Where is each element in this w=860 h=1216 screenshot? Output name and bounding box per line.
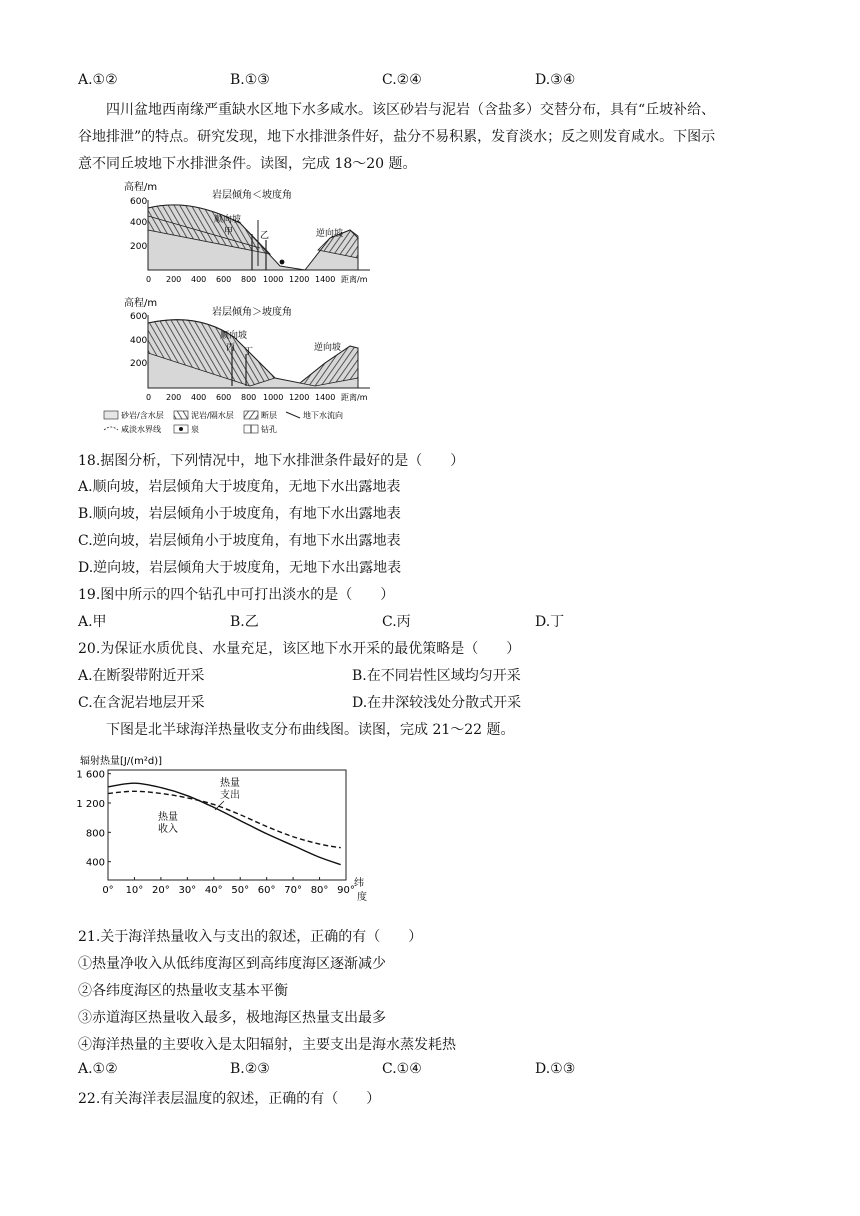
top-xtick-1000: 1000 (263, 275, 284, 284)
q21-item-2: ②各纬度海区的热量收支基本平衡 (78, 983, 288, 999)
q20-stem: 20.为保证水质优良、水量充足，该区地下水开采的最优策略是（ ） (78, 641, 521, 657)
q17-option-c: C.②④ (382, 72, 422, 88)
q18-option-d: D.逆向坡，岩层倾角大于坡度角，无地下水出露地表 (78, 560, 402, 576)
x-tick-label: 40° (204, 885, 223, 896)
bottom-xtick-200: 200 (166, 393, 182, 402)
bottom-well-d-label: 丁 (244, 347, 254, 357)
q21-option-c: C.①④ (382, 1061, 422, 1077)
top-ytick-600: 600 (130, 197, 148, 207)
bottom-xtick-1000: 1000 (263, 393, 284, 402)
top-well-a-label: 甲 (224, 227, 234, 237)
top-xticks (146, 274, 368, 284)
q19-stem: 19.图中所示的四个钻孔中可打出淡水的是（ ） (78, 587, 395, 603)
y-tick-label: 800 (85, 828, 105, 840)
legend-boundary: 咸淡水界线 (121, 425, 161, 434)
income-label-2: 收入 (158, 824, 178, 835)
q20-option-c: C.在含泥岩地层开采 (78, 695, 205, 711)
heat-budget-chart (74, 752, 374, 912)
chart-ylabel: 辐射热量[J/(m²d)] (80, 756, 163, 767)
bottom-shun-label: 顺向坡 (220, 331, 248, 341)
q20-option-a: A.在断裂带附近开采 (78, 668, 205, 684)
y-tick-label: 400 (85, 857, 105, 869)
bottom-xtick-800: 800 (241, 393, 257, 402)
top-xtick-800: 800 (241, 275, 257, 284)
top-xtick-1400: 1400 (315, 275, 336, 284)
y-tick-label: 1 200 (76, 799, 105, 810)
q19-option-c: C.丙 (382, 614, 411, 630)
bottom-ytick-600: 600 (130, 312, 148, 322)
q21-option-a: A.①② (78, 1061, 118, 1077)
q20-option-b: B.在不同岩性区域均匀开采 (352, 668, 521, 684)
top-xtick-1200: 1200 (289, 275, 310, 284)
q21-item-1: ①热量净收入从低纬度海区到高纬度海区逐渐减少 (78, 956, 386, 972)
legend-spring-icon (179, 427, 183, 431)
top-shun-label: 顺向坡 (214, 215, 242, 225)
legend-sandstone: 砂岩/含水层 (121, 411, 164, 420)
x-tick-label: 30° (178, 885, 197, 896)
chart-xlabel-2: 度 (357, 892, 367, 903)
bottom-xlabel: 距离/m (341, 393, 368, 402)
x-tick-label: 60° (257, 885, 276, 896)
q21-option-b: B.②③ (230, 1061, 270, 1077)
x-tick-label: 20° (152, 885, 170, 896)
legend-mudstone-swatch (174, 411, 188, 419)
legend-flow: 地下水流向 (303, 411, 343, 420)
slope-cross-section-figure (100, 178, 400, 440)
top-well-b-label: 乙 (260, 231, 270, 241)
top-ytick-200: 200 (130, 242, 148, 252)
chart-xlabel-1: 纬 (354, 878, 364, 889)
legend-mudstone: 泥岩/隔水层 (191, 411, 234, 420)
x-tick-label: 90° (337, 885, 355, 896)
bottom-xtick-600: 600 (216, 393, 232, 402)
q17-option-a: A.①② (78, 72, 118, 88)
legend-flow-arrow-icon (286, 412, 300, 418)
bottom-xtick-1200: 1200 (289, 393, 310, 402)
q22-stem: 22.有关海洋表层温度的叙述，正确的有（ ） (78, 1091, 381, 1107)
legend-fault-swatch (244, 411, 258, 419)
q20-option-d: D.在井深较浅处分散式开采 (352, 695, 522, 711)
bottom-ylabel: 高程/m (124, 298, 158, 309)
expense-pointer (215, 801, 224, 810)
top-xtick-200: 200 (166, 275, 182, 284)
q21-option-d: D.①③ (535, 1061, 576, 1077)
bottom-xticks (146, 392, 368, 402)
q18-option-c: C.逆向坡，岩层倾角小于坡度角，有地下水出露地表 (78, 533, 401, 549)
q21-stem: 21.关于海洋热量收入与支出的叙述，正确的有（ ） (78, 929, 423, 945)
income-label-1: 热量 (158, 812, 178, 823)
x-tick-label: 80° (310, 885, 329, 896)
q21-item-3: ③赤道海区热量收入最多，极地海区热量支出最多 (78, 1010, 386, 1026)
legend-well: 钻孔 (261, 425, 277, 434)
expense-label-1: 热量 (220, 778, 240, 789)
top-xtick-0: 0 (146, 275, 152, 284)
intro1-line1: 四川盆地西南缘严重缺水区地下水多咸水。该区砂岩与泥岩（含盐多）交替分布，具有“丘坡补给、 (106, 102, 716, 118)
top-xlabel: 距离/m (341, 275, 368, 284)
bottom-ytick-400: 400 (130, 336, 148, 346)
y-tick-label: 1 600 (76, 769, 105, 781)
figure1-legend (104, 410, 343, 434)
q18-stem: 18.据图分析，下列情况中，地下水排泄条件最好的是（ ） (78, 453, 465, 469)
x-tick-label: 0° (102, 885, 114, 896)
q19-option-d: D.丁 (535, 614, 565, 630)
legend-boundary-swatch (104, 427, 118, 430)
x-tick-label: 50° (231, 885, 250, 896)
top-xtick-600: 600 (216, 275, 232, 284)
q18-option-a: A.顺向坡，岩层倾角大于坡度角，无地下水出露地表 (78, 479, 401, 495)
bottom-ytick-200: 200 (130, 359, 148, 369)
q17-option-b: B.①③ (230, 72, 270, 88)
q17-option-d: D.③④ (535, 72, 576, 88)
q18-option-b: B.顺向坡，岩层倾角小于坡度角，有地下水出露地表 (78, 506, 401, 522)
q21-item-4: ④海洋热量的主要收入是太阳辐射，主要支出是海水蒸发耗热 (78, 1037, 456, 1053)
q19-option-b: B.乙 (230, 614, 259, 630)
legend-fault: 断层 (261, 411, 277, 420)
bottom-xtick-400: 400 (191, 393, 207, 402)
bottom-xtick-1400: 1400 (315, 393, 336, 402)
x-tick-label: 70° (284, 885, 302, 896)
bottom-ni-label: 逆向坡 (314, 343, 342, 353)
legend-spring: 泉 (191, 425, 199, 434)
bottom-title: 岩层倾角＞坡度角 (212, 307, 292, 318)
top-ytick-400: 400 (130, 218, 148, 228)
q19-option-a: A.甲 (78, 614, 107, 630)
x-tick-label: 10° (125, 885, 144, 896)
expense-label-2: 支出 (220, 790, 240, 801)
legend-sandstone-swatch (104, 411, 118, 419)
bottom-well-c-label: 丙 (226, 343, 236, 353)
intro1-line3: 意不同丘坡地下水排泄条件。读图，完成 18～20 题。 (78, 156, 417, 172)
top-ylabel: 高程/m (124, 182, 158, 193)
bottom-xtick-0: 0 (146, 393, 152, 402)
intro1-line2: 谷地排泄”的特点。研究发现，地下水排泄条件好，盐分不易积累，发育淡水；反之则发育咸水。下图示 (78, 129, 716, 145)
top-xtick-400: 400 (191, 275, 207, 284)
top-ni-label: 逆向坡 (316, 229, 344, 239)
intro-paragraph-2: 下图是北半球海洋热量收支分布曲线图。读图，完成 21～22 题。 (106, 722, 515, 738)
top-title: 岩层倾角＜坡度角 (212, 190, 292, 201)
top-spring (280, 260, 285, 265)
